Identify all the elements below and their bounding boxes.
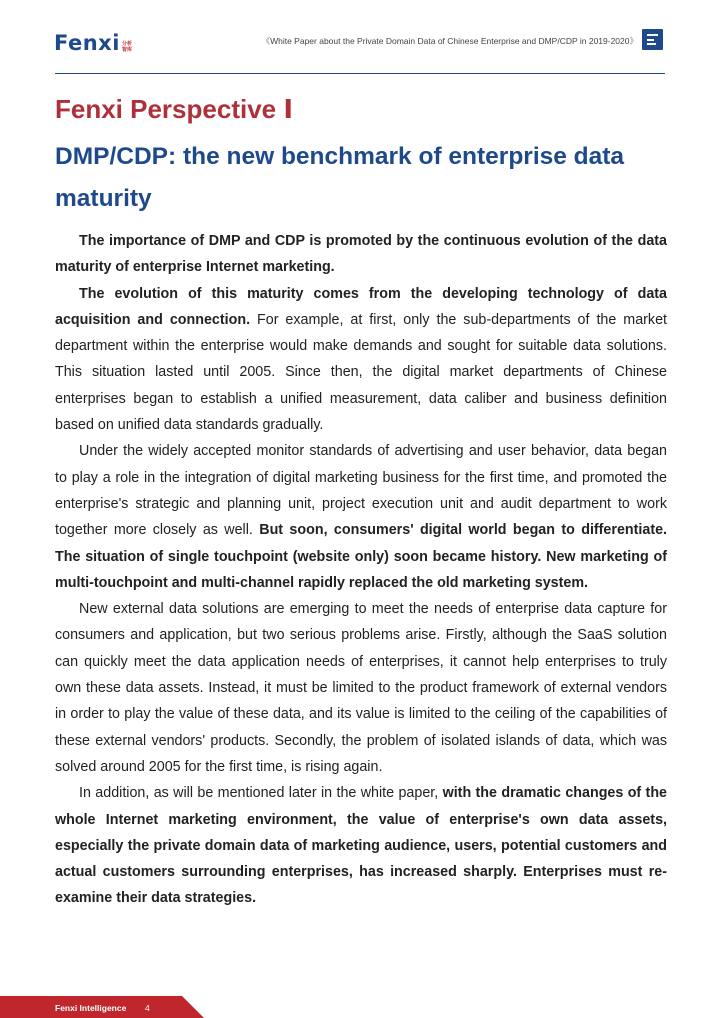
logo-chinese-mark: 分析 智库 [121, 41, 132, 53]
paragraph [55, 596, 667, 780]
paragraph [55, 281, 667, 439]
page-number: 4 [145, 1003, 150, 1013]
text-run: For example, at first, only the sub-departments of the market department within the enterprise would make demands and sought for suitable data solutions. This situation lasted until 2005. Since then, the digital market departments of Chinese enterprises began to establish a unified measurement, data caliber and business definition based on unified data standards gradually. [55, 311, 667, 434]
text-run: New external data solutions are emerging to meet the needs of enterprise data capture for consumers and application, but two serious problems arise. Firstly, although the SaaS solution can quickly meet the data application needs of enterprises, it cannot help enterprises to truly own these data assets. Instead, it must be limited to the product framework of external vendors in order to play the value of these data, and its value is limited to the ceiling of the capabilities of these external vendors' products. Secondly, the problem of isolated islands of data, which was solved around 2005 for the first time, is rising again. [55, 601, 667, 775]
bold-text-run: with the dramatic changes of the whole Internet marketing environment, the value of enterprise's own data assets, especially the private domain data of marketing audience, users, potential customers and actual customers surrounding enterprises, has increased sharply. Enterprises must re-examine their data strategies. [55, 785, 668, 907]
text-run: Under the widely accepted monitor standards of advertising and user behavior, data began to play a role in the integration of digital marketing business for the first time, and promoted the enterprise's strategic and planning unit, project execution unit and audit department to work together more closely as well. [55, 443, 667, 539]
text-run: In addition, as will be mentioned later in the white paper, [79, 785, 443, 802]
page-title: DMP/CDP: the new benchmark of enterprise data maturity [55, 143, 625, 212]
body-text [55, 228, 667, 912]
document-icon [642, 29, 663, 50]
fenxi-logo [54, 30, 132, 54]
paragraph [55, 780, 667, 911]
bold-text-run: The importance of DMP and CDP is promoted by the continuous evolution of the data maturity of enterprise Internet marketing. [55, 233, 667, 276]
header-caption: 《White Paper about the Private Domain Data of Chinese Enterprise and DMP/CDP in 2019-2020》 [261, 36, 638, 46]
paragraph [55, 438, 667, 596]
bold-text-run: The evolution of this maturity comes from the developing technology of data acquisition and connection. [55, 285, 667, 328]
bold-text-run: But soon, consumers' digital world began to differentiate. The situation of single touchpoint (website only) soon became history. New marketing of multi-touchpoint and multi-channel rapidly replaced the old marketing system. [55, 522, 668, 591]
header-divider [55, 73, 665, 74]
section-kicker: Fenxi Perspective Ⅰ [55, 94, 294, 124]
logo-wordmark: Fenxi [54, 31, 120, 55]
footer-label: Fenxi Intelligence [55, 1003, 127, 1013]
paragraph [55, 228, 667, 281]
